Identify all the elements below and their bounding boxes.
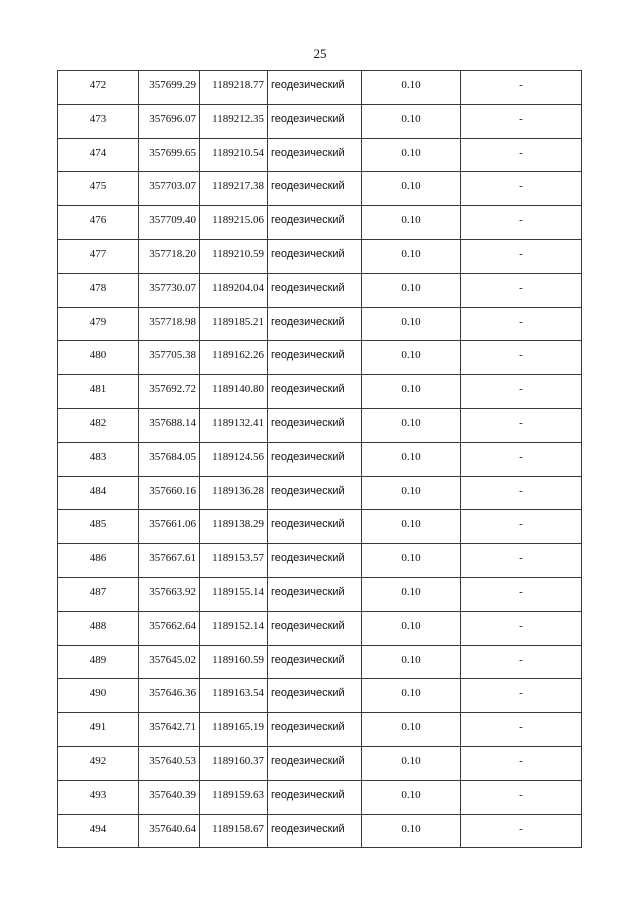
note-cell: - [461,442,582,476]
table-row [58,746,582,780]
method-cell: геодезический [268,375,362,409]
x-coordinate-cell: 357642.71 [139,713,200,747]
y-coordinate-cell: 1189153.57 [200,544,268,578]
y-coordinate-cell: 1189159.63 [200,780,268,814]
x-coordinate-cell: 357696.07 [139,104,200,138]
point-number-cell: 492 [58,746,139,780]
y-coordinate-cell: 1189212.35 [200,104,268,138]
note-cell: - [461,408,582,442]
y-coordinate-cell: 1189124.56 [200,442,268,476]
point-number-cell: 472 [58,71,139,105]
accuracy-cell: 0.10 [362,104,461,138]
accuracy-cell: 0.10 [362,476,461,510]
note-cell: - [461,206,582,240]
method-cell: геодезический [268,814,362,848]
accuracy-cell: 0.10 [362,780,461,814]
table-row [58,104,582,138]
point-number-cell: 477 [58,239,139,273]
x-coordinate-cell: 357640.53 [139,746,200,780]
note-cell: - [461,577,582,611]
accuracy-cell: 0.10 [362,544,461,578]
y-coordinate-cell: 1189165.19 [200,713,268,747]
point-number-cell: 486 [58,544,139,578]
method-cell: геодезический [268,341,362,375]
x-coordinate-cell: 357692.72 [139,375,200,409]
accuracy-cell: 0.10 [362,375,461,409]
accuracy-cell: 0.10 [362,611,461,645]
x-coordinate-cell: 357663.92 [139,577,200,611]
y-coordinate-cell: 1189160.59 [200,645,268,679]
note-cell: - [461,645,582,679]
accuracy-cell: 0.10 [362,172,461,206]
accuracy-cell: 0.10 [362,645,461,679]
note-cell: - [461,273,582,307]
x-coordinate-cell: 357730.07 [139,273,200,307]
note-cell: - [461,780,582,814]
table-row [58,71,582,105]
method-cell: геодезический [268,645,362,679]
point-number-cell: 473 [58,104,139,138]
method-cell: геодезический [268,408,362,442]
accuracy-cell: 0.10 [362,746,461,780]
y-coordinate-cell: 1189163.54 [200,679,268,713]
accuracy-cell: 0.10 [362,138,461,172]
y-coordinate-cell: 1189215.06 [200,206,268,240]
method-cell: геодезический [268,679,362,713]
point-number-cell: 490 [58,679,139,713]
note-cell: - [461,611,582,645]
method-cell: геодезический [268,206,362,240]
accuracy-cell: 0.10 [362,273,461,307]
accuracy-cell: 0.10 [362,408,461,442]
table-row [58,476,582,510]
y-coordinate-cell: 1189218.77 [200,71,268,105]
x-coordinate-cell: 357709.40 [139,206,200,240]
point-number-cell: 487 [58,577,139,611]
point-number-cell: 491 [58,713,139,747]
coordinates-table-body [58,71,582,848]
page-number: 25 [313,46,327,61]
table-row [58,713,582,747]
table-row [58,375,582,409]
x-coordinate-cell: 357705.38 [139,341,200,375]
method-cell: геодезический [268,544,362,578]
method-cell: геодезический [268,713,362,747]
note-cell: - [461,239,582,273]
accuracy-cell: 0.10 [362,206,461,240]
x-coordinate-cell: 357640.39 [139,780,200,814]
point-number-cell: 482 [58,408,139,442]
accuracy-cell: 0.10 [362,713,461,747]
x-coordinate-cell: 357646.36 [139,679,200,713]
coordinates-table [57,70,582,848]
method-cell: геодезический [268,172,362,206]
accuracy-cell: 0.10 [362,442,461,476]
point-number-cell: 478 [58,273,139,307]
table-row [58,138,582,172]
accuracy-cell: 0.10 [362,510,461,544]
x-coordinate-cell: 357660.16 [139,476,200,510]
accuracy-cell: 0.10 [362,239,461,273]
table-row [58,577,582,611]
y-coordinate-cell: 1189152.14 [200,611,268,645]
method-cell: геодезический [268,104,362,138]
y-coordinate-cell: 1189185.21 [200,307,268,341]
table-row [58,172,582,206]
table-row [58,273,582,307]
note-cell: - [461,746,582,780]
point-number-cell: 489 [58,645,139,679]
accuracy-cell: 0.10 [362,71,461,105]
x-coordinate-cell: 357718.98 [139,307,200,341]
point-number-cell: 488 [58,611,139,645]
y-coordinate-cell: 1189210.59 [200,239,268,273]
x-coordinate-cell: 357645.02 [139,645,200,679]
table-row [58,442,582,476]
table-row [58,408,582,442]
note-cell: - [461,476,582,510]
y-coordinate-cell: 1189155.14 [200,577,268,611]
x-coordinate-cell: 357699.29 [139,71,200,105]
table-row [58,239,582,273]
method-cell: геодезический [268,476,362,510]
y-coordinate-cell: 1189158.67 [200,814,268,848]
point-number-cell: 475 [58,172,139,206]
point-number-cell: 479 [58,307,139,341]
method-cell: геодезический [268,71,362,105]
note-cell: - [461,341,582,375]
note-cell: - [461,71,582,105]
method-cell: геодезический [268,780,362,814]
x-coordinate-cell: 357703.07 [139,172,200,206]
point-number-cell: 485 [58,510,139,544]
note-cell: - [461,104,582,138]
y-coordinate-cell: 1189136.28 [200,476,268,510]
y-coordinate-cell: 1189140.80 [200,375,268,409]
method-cell: геодезический [268,577,362,611]
accuracy-cell: 0.10 [362,341,461,375]
table-row [58,544,582,578]
point-number-cell: 483 [58,442,139,476]
point-number-cell: 493 [58,780,139,814]
x-coordinate-cell: 357667.61 [139,544,200,578]
y-coordinate-cell: 1189160.37 [200,746,268,780]
table-row [58,679,582,713]
x-coordinate-cell: 357718.20 [139,239,200,273]
method-cell: геодезический [268,746,362,780]
y-coordinate-cell: 1189162.26 [200,341,268,375]
table-row [58,206,582,240]
method-cell: геодезический [268,510,362,544]
y-coordinate-cell: 1189204.04 [200,273,268,307]
note-cell: - [461,172,582,206]
accuracy-cell: 0.10 [362,814,461,848]
x-coordinate-cell: 357688.14 [139,408,200,442]
accuracy-cell: 0.10 [362,679,461,713]
y-coordinate-cell: 1189138.29 [200,510,268,544]
note-cell: - [461,814,582,848]
y-coordinate-cell: 1189210.54 [200,138,268,172]
x-coordinate-cell: 357661.06 [139,510,200,544]
point-number-cell: 484 [58,476,139,510]
point-number-cell: 494 [58,814,139,848]
accuracy-cell: 0.10 [362,577,461,611]
point-number-cell: 481 [58,375,139,409]
method-cell: геодезический [268,442,362,476]
table-row [58,780,582,814]
table-row [58,307,582,341]
method-cell: геодезический [268,611,362,645]
point-number-cell: 480 [58,341,139,375]
y-coordinate-cell: 1189217.38 [200,172,268,206]
x-coordinate-cell: 357640.64 [139,814,200,848]
table-row [58,341,582,375]
note-cell: - [461,510,582,544]
method-cell: геодезический [268,307,362,341]
table-row [58,510,582,544]
table-row [58,611,582,645]
method-cell: геодезический [268,239,362,273]
note-cell: - [461,307,582,341]
note-cell: - [461,544,582,578]
note-cell: - [461,713,582,747]
method-cell: геодезический [268,138,362,172]
x-coordinate-cell: 357684.05 [139,442,200,476]
x-coordinate-cell: 357662.64 [139,611,200,645]
y-coordinate-cell: 1189132.41 [200,408,268,442]
table-row [58,814,582,848]
table-row [58,645,582,679]
x-coordinate-cell: 357699.65 [139,138,200,172]
note-cell: - [461,679,582,713]
note-cell: - [461,138,582,172]
point-number-cell: 476 [58,206,139,240]
accuracy-cell: 0.10 [362,307,461,341]
note-cell: - [461,375,582,409]
point-number-cell: 474 [58,138,139,172]
method-cell: геодезический [268,273,362,307]
